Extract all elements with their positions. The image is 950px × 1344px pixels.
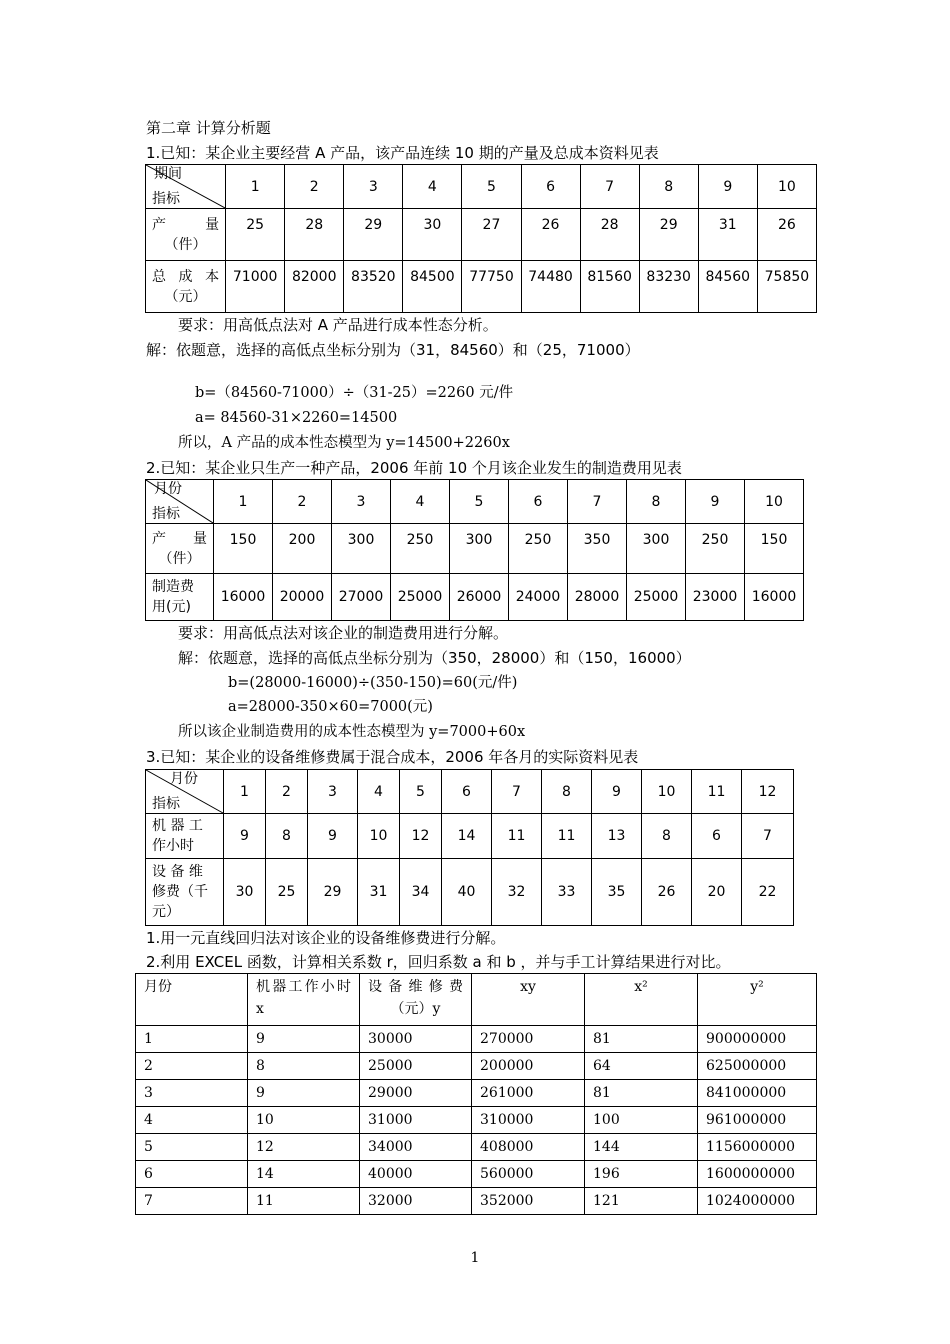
q1-row2-label: 总 成 本 （元） (146, 261, 226, 313)
table-cell: 11 (248, 1188, 360, 1215)
q2-month: 10 (745, 480, 804, 524)
q1-period: 7 (580, 165, 639, 209)
q1-solution-a: a= 84560-31×2260=14500 (195, 410, 398, 426)
table-cell: 352000 (472, 1188, 585, 1215)
table-cell: 9 (248, 1026, 360, 1053)
q2-overhead: 25000 (627, 574, 686, 621)
q2-overhead: 26000 (450, 574, 509, 621)
q2-corner-cell (146, 480, 214, 524)
q2-qty: 250 (509, 524, 568, 574)
table-cell: 1024000000 (698, 1188, 817, 1215)
q3-month: 7 (492, 770, 542, 814)
q1-cost: 84560 (698, 261, 757, 313)
q2-title: 2.已知：某企业只生产一种产品，2006 年前 10 个月该企业发生的制造费用见表 (146, 459, 682, 477)
q1-qty: 29 (639, 209, 698, 261)
table-cell: 900000000 (698, 1026, 817, 1053)
q1-cost: 74480 (521, 261, 580, 313)
header-xy: xy (472, 974, 585, 1026)
q2-month: 7 (568, 480, 627, 524)
table-cell: 1 (136, 1026, 248, 1053)
q1-corner-cell (146, 165, 226, 209)
q2-overhead: 20000 (273, 574, 332, 621)
q3-hours: 6 (692, 814, 742, 859)
q2-month: 6 (509, 480, 568, 524)
table-cell: 10 (248, 1107, 360, 1134)
q1-qty: 26 (521, 209, 580, 261)
q1-qty: 28 (285, 209, 344, 261)
q2-requirement: 要求：用高低点法对该企业的制造费用进行分解。 (178, 624, 509, 642)
q2-qty: 350 (568, 524, 627, 574)
q2-qty: 300 (627, 524, 686, 574)
table-cell: 31000 (360, 1107, 472, 1134)
table-cell: 14 (248, 1161, 360, 1188)
q1-qty: 28 (580, 209, 639, 261)
q1-solution-intro: 解：依题意，选择的高低点坐标分别为（31，84560）和（25，71000） (146, 341, 640, 359)
table-cell: 12 (248, 1134, 360, 1161)
q1-qty: 26 (757, 209, 816, 261)
q3-maintenance: 25 (266, 859, 308, 926)
q1-period: 8 (639, 165, 698, 209)
q3-task-2: 2.利用 EXCEL 函数，计算相关系数 r，回归系数 a 和 b ，并与手工计算结果进行对比。 (146, 953, 731, 971)
table-cell: 196 (585, 1161, 698, 1188)
table-cell: 144 (585, 1134, 698, 1161)
q3-maintenance: 33 (542, 859, 592, 926)
q2-month: 1 (214, 480, 273, 524)
q3-month: 9 (592, 770, 642, 814)
q1-row1-label: 产 量 （件） (146, 209, 226, 261)
q3-maintenance: 30 (224, 859, 266, 926)
q3-month: 2 (266, 770, 308, 814)
q3-hours: 7 (742, 814, 794, 859)
q1-period: 5 (462, 165, 521, 209)
table-cell: 100 (585, 1107, 698, 1134)
q3-month: 4 (358, 770, 400, 814)
q2-solution-a: a=28000-350×60=7000(元) (228, 699, 433, 715)
q2-month: 3 (332, 480, 391, 524)
q2-qty: 200 (273, 524, 332, 574)
q2-overhead: 28000 (568, 574, 627, 621)
q1-qty: 31 (698, 209, 757, 261)
q1-qty: 27 (462, 209, 521, 261)
q2-month: 2 (273, 480, 332, 524)
table-cell: 8 (248, 1053, 360, 1080)
table-cell: 560000 (472, 1161, 585, 1188)
table-cell: 1600000000 (698, 1161, 817, 1188)
q1-cost: 77750 (462, 261, 521, 313)
q2-solution-model: 所以该企业制造费用的成本性态模型为 y=7000+60x (178, 724, 526, 740)
q1-qty: 30 (403, 209, 462, 261)
q1-period: 3 (344, 165, 403, 209)
q3-hours: 9 (224, 814, 266, 859)
q3-row1-label: 机 器 工 作小时 (146, 814, 224, 859)
q3-month: 8 (542, 770, 592, 814)
table-cell: 270000 (472, 1026, 585, 1053)
table-cell: 200000 (472, 1053, 585, 1080)
q3-hours: 12 (400, 814, 442, 859)
q1-solution-b: b=（84560-71000）÷（31-25）=2260 元/件 (195, 385, 514, 401)
table-cell: 7 (136, 1188, 248, 1215)
q2-month: 4 (391, 480, 450, 524)
q3-month: 6 (442, 770, 492, 814)
q3-maintenance: 29 (308, 859, 358, 926)
q3-maintenance: 34 (400, 859, 442, 926)
table-cell: 3 (136, 1080, 248, 1107)
table-cell: 81 (585, 1080, 698, 1107)
table-cell: 40000 (360, 1161, 472, 1188)
q3-hours: 10 (358, 814, 400, 859)
q3-corner-cell (146, 770, 224, 814)
q3-hours: 9 (308, 814, 358, 859)
q2-corner-bottom: 指标 (152, 506, 180, 522)
q3-hours: 13 (592, 814, 642, 859)
q3-task-1: 1.用一元直线回归法对该企业的设备维修费进行分解。 (146, 929, 506, 947)
q1-period: 9 (698, 165, 757, 209)
q2-qty: 250 (391, 524, 450, 574)
q1-period: 4 (403, 165, 462, 209)
q2-month: 8 (627, 480, 686, 524)
q3-maintenance: 22 (742, 859, 794, 926)
q3-month: 10 (642, 770, 692, 814)
q1-cost: 82000 (285, 261, 344, 313)
q1-table (145, 164, 817, 313)
q2-overhead: 16000 (745, 574, 804, 621)
table-cell: 34000 (360, 1134, 472, 1161)
q1-corner-bottom: 指标 (152, 191, 180, 207)
table-cell: 961000000 (698, 1107, 817, 1134)
page-number: 1 (470, 1250, 480, 1266)
q3-month: 1 (224, 770, 266, 814)
q2-solution-b: b=(28000-16000)÷(350-150)=60(元/件) (228, 675, 518, 691)
regression-table (135, 973, 817, 1215)
table-cell: 32000 (360, 1188, 472, 1215)
q2-overhead: 16000 (214, 574, 273, 621)
q3-hours: 8 (266, 814, 308, 859)
q1-title: 1.已知：某企业主要经营 A 产品，该产品连续 10 期的产量及总成本资料见表 (146, 144, 659, 162)
q2-overhead: 24000 (509, 574, 568, 621)
q3-month: 12 (742, 770, 794, 814)
q2-corner-top: 月份 (154, 481, 182, 497)
q2-month: 9 (686, 480, 745, 524)
q3-table (145, 769, 794, 926)
q3-row2-label: 设 备 维 修费（千 元） (146, 859, 224, 926)
table-cell: 1156000000 (698, 1134, 817, 1161)
q2-overhead: 25000 (391, 574, 450, 621)
q2-month: 5 (450, 480, 509, 524)
header-hours-x: 机器工作小时 x (248, 974, 360, 1026)
header-y-squared: y² (698, 974, 817, 1026)
table-cell: 30000 (360, 1026, 472, 1053)
header-month: 月份 (136, 974, 248, 1026)
q2-overhead: 23000 (686, 574, 745, 621)
q3-month: 11 (692, 770, 742, 814)
table-cell: 261000 (472, 1080, 585, 1107)
table-cell: 9 (248, 1080, 360, 1107)
table-cell: 64 (585, 1053, 698, 1080)
q2-qty: 300 (450, 524, 509, 574)
q2-row1-label: 产 量 （件） (146, 524, 214, 574)
q1-cost: 84500 (403, 261, 462, 313)
header-x-squared: x² (585, 974, 698, 1026)
q2-solution-intro: 解：依题意，选择的高低点坐标分别为（350，28000）和（150，16000） (178, 649, 691, 667)
q3-hours: 14 (442, 814, 492, 859)
table-cell: 2 (136, 1053, 248, 1080)
q1-period: 2 (285, 165, 344, 209)
chapter-title: 第二章 计算分析题 (146, 119, 271, 137)
q1-corner-top: 期间 (154, 166, 182, 182)
q1-qty: 25 (226, 209, 285, 261)
table-cell: 25000 (360, 1053, 472, 1080)
q2-qty: 150 (745, 524, 804, 574)
q2-qty: 250 (686, 524, 745, 574)
q3-maintenance: 20 (692, 859, 742, 926)
q1-cost: 81560 (580, 261, 639, 313)
table-cell: 310000 (472, 1107, 585, 1134)
q1-period: 10 (757, 165, 816, 209)
table-cell: 6 (136, 1161, 248, 1188)
q3-title: 3.已知：某企业的设备维修费属于混合成本，2006 年各月的实际资料见表 (146, 748, 639, 766)
q1-qty: 29 (344, 209, 403, 261)
q3-maintenance: 26 (642, 859, 692, 926)
q1-cost: 75850 (757, 261, 816, 313)
q3-maintenance: 31 (358, 859, 400, 926)
q2-row2-label: 制造费 用(元) (146, 574, 214, 621)
q1-cost: 71000 (226, 261, 285, 313)
table-cell: 625000000 (698, 1053, 817, 1080)
q3-hours: 11 (492, 814, 542, 859)
q1-period: 6 (521, 165, 580, 209)
q3-maintenance: 35 (592, 859, 642, 926)
q2-qty: 150 (214, 524, 273, 574)
table-cell: 4 (136, 1107, 248, 1134)
q1-period: 1 (226, 165, 285, 209)
table-cell: 5 (136, 1134, 248, 1161)
q1-solution-model: 所以，A 产品的成本性态模型为 y=14500+2260x (178, 435, 510, 451)
q3-corner-bottom: 指标 (152, 796, 180, 812)
q1-cost: 83520 (344, 261, 403, 313)
q3-month: 3 (308, 770, 358, 814)
q2-table (145, 479, 804, 621)
q3-month: 5 (400, 770, 442, 814)
q3-corner-top: 月份 (170, 771, 198, 787)
q1-cost: 83230 (639, 261, 698, 313)
q3-hours: 11 (542, 814, 592, 859)
q2-overhead: 27000 (332, 574, 391, 621)
q2-qty: 300 (332, 524, 391, 574)
q3-maintenance: 40 (442, 859, 492, 926)
q3-maintenance: 32 (492, 859, 542, 926)
table-cell: 841000000 (698, 1080, 817, 1107)
table-cell: 29000 (360, 1080, 472, 1107)
table-cell: 408000 (472, 1134, 585, 1161)
table-cell: 121 (585, 1188, 698, 1215)
q3-hours: 8 (642, 814, 692, 859)
table-cell: 81 (585, 1026, 698, 1053)
header-cost-y: 设备维修费（元）y (360, 974, 472, 1026)
q1-requirement: 要求：用高低点法对 A 产品进行成本性态分析。 (178, 316, 498, 334)
